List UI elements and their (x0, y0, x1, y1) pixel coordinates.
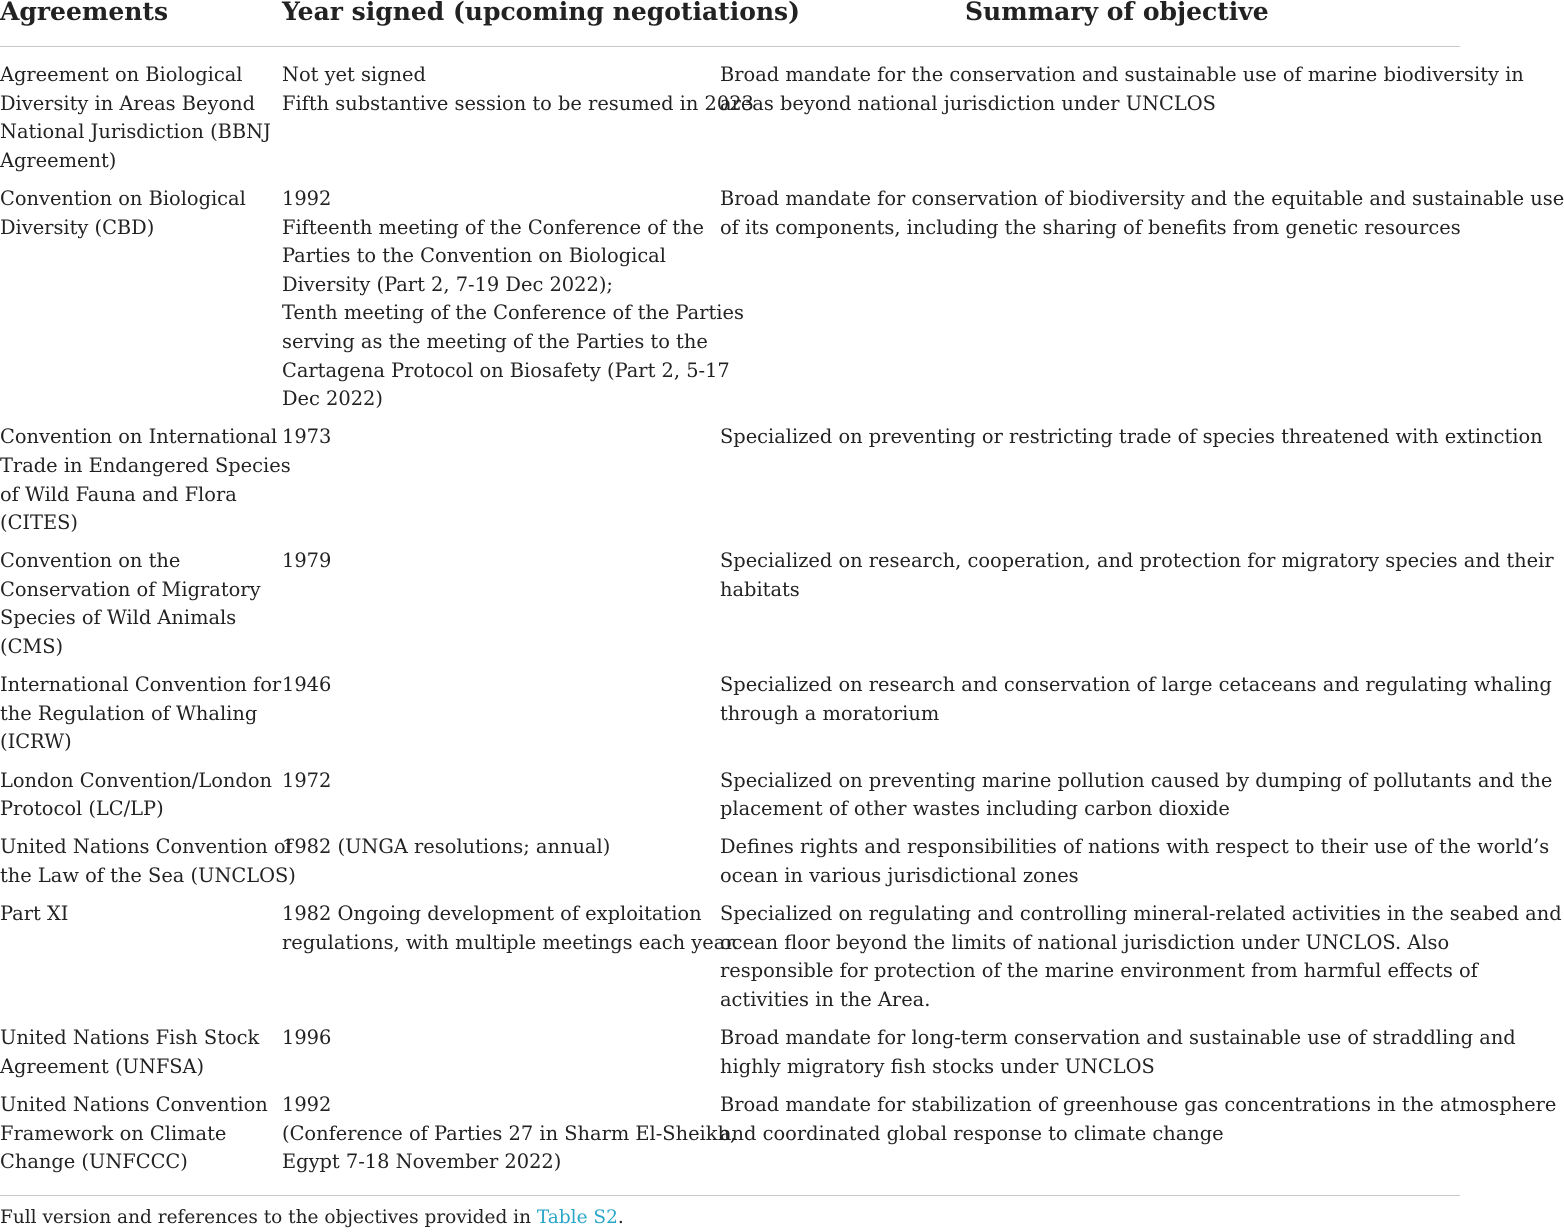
summary-cell-line: through a moratorium (720, 701, 940, 725)
agreement-cell-line: United Nations Fish Stock (0, 1026, 260, 1050)
summary-cell (720, 61, 1524, 118)
year-cell-line: 1982 (UNGA resolutions; annual) (282, 835, 611, 859)
agreement-cell-line: Convention on International (0, 425, 278, 449)
year-cell (282, 833, 720, 862)
year-cell-line: Fifteenth meeting of the Conference of the (282, 215, 704, 239)
summary-cell-line: habitats (720, 577, 800, 601)
table-row (0, 833, 1550, 890)
header-agreements: Agreements (0, 0, 169, 26)
year-cell (282, 767, 720, 796)
year-cell-line: Cartagena Protocol on Biosafety (Part 2, 5-17 (282, 358, 730, 382)
agreement-cell-line: Convention on Biological (0, 186, 246, 210)
year-cell-line: 1996 (282, 1026, 332, 1050)
agreement-cell-line: of Wild Fauna and Flora (0, 482, 237, 506)
summary-cell (720, 900, 1562, 1014)
summary-cell-line: of its components, including the sharing of benefits from genetic resources (720, 215, 1461, 239)
agreement-cell-line: Part XI (0, 902, 69, 926)
year-cell-line: 1992 (282, 186, 332, 210)
year-cell-line: 1982 Ongoing development of exploitation (282, 902, 702, 926)
table-row (0, 423, 1543, 537)
footer-divider (0, 1195, 1460, 1196)
agreement-cell-line: Change (UNFCCC) (0, 1150, 188, 1174)
table-row (0, 1091, 1557, 1177)
summary-cell-line: ocean floor beyond the limits of national jurisdiction under UNCLOS. Also (720, 930, 1450, 954)
summary-cell-line: Broad mandate for long-term conservation and sustainable use of straddling and (720, 1026, 1516, 1050)
year-cell-line: Diversity (Part 2, 7-19 Dec 2022); (282, 272, 613, 296)
summary-cell (720, 1091, 1556, 1148)
year-cell-line: serving as the meeting of the Parties to the (282, 329, 708, 353)
year-cell-line: Parties to the Convention on Biological (282, 244, 666, 268)
year-cell-line: 1973 (282, 425, 332, 449)
summary-cell (720, 671, 1552, 728)
table-row (0, 671, 1552, 757)
year-cell-line: 1979 (282, 549, 332, 573)
summary-cell-line: Broad mandate for conservation of biodiversity and the equitable and sustainable use (720, 186, 1564, 210)
agreement-cell-line: (CMS) (0, 635, 64, 659)
agreement-cell-line: Diversity in Areas Beyond (0, 91, 256, 115)
year-cell (282, 547, 720, 576)
agreement-cell-line: National Jurisdiction (BBNJ (0, 120, 271, 144)
year-cell-line: 1992 (282, 1092, 332, 1116)
year-cell (282, 423, 720, 452)
agreement-cell (0, 423, 291, 537)
summary-cell (720, 547, 1554, 604)
summary-cell (720, 767, 1552, 824)
summary-cell (720, 1024, 1516, 1081)
summary-cell-line: Specialized on preventing marine pollution caused by dumping of pollutants and the (720, 768, 1553, 792)
table-row (0, 61, 1524, 175)
summary-cell (720, 185, 1564, 242)
agreement-cell-line: International Convention for (0, 673, 282, 697)
agreement-cell-line: the Law of the Sea (UNCLOS) (0, 864, 296, 887)
footnote-suffix: . (617, 1207, 624, 1228)
summary-cell-line: areas beyond national jurisdiction under UNCLOS (720, 91, 1216, 115)
header-summary: Summary of objective (965, 0, 1269, 26)
year-cell-line: 1972 (282, 768, 332, 792)
agreement-cell-line: Agreement) (0, 148, 117, 172)
summary-cell-line: Broad mandate for the conservation and sustainable use of marine biodiversity in (720, 63, 1524, 86)
agreement-cell-line: Diversity (CBD) (0, 215, 155, 239)
header-year-signed: Year signed (upcoming negotiations) (282, 0, 800, 26)
year-cell (282, 1024, 720, 1053)
year-cell (282, 61, 754, 118)
table-body (0, 61, 1564, 1186)
agreement-cell-line: Framework on Climate (0, 1121, 227, 1145)
summary-cell-line: Specialized on regulating and controlling mineral-related activities in the seabed and (720, 902, 1562, 926)
agreement-cell-line: Convention on the (0, 549, 181, 573)
summary-cell (720, 423, 1543, 452)
agreement-cell-line: Conservation of Migratory (0, 577, 261, 601)
summary-cell-line: Specialized on research and conservation of large cetaceans and regulating whaling (720, 673, 1552, 697)
agreement-cell (0, 185, 282, 242)
year-cell-line: regulations, with multiple meetings each year. (282, 930, 739, 954)
year-cell (282, 671, 720, 700)
summary-cell (720, 833, 1549, 890)
agreement-cell-line: Agreement on Biological (0, 63, 243, 86)
agreement-cell-line: Protocol (LC/LP) (0, 797, 164, 821)
year-cell (282, 900, 739, 957)
agreement-cell-line: Agreement (UNFSA) (0, 1054, 205, 1078)
table-row (0, 900, 1562, 1014)
table-header (0, 0, 1460, 47)
agreement-cell (0, 1024, 282, 1081)
summary-cell-line: ocean in various jurisdictional zones (720, 864, 1079, 887)
agreement-cell-line: London Convention/London (0, 768, 272, 792)
agreement-cell-line: United Nations Convention (0, 1092, 268, 1116)
summary-cell-line: responsible for protection of the marine environment from harmful effects of (720, 959, 1478, 983)
agreement-cell-line: Species of Wild Animals (0, 606, 237, 630)
summary-cell-line: Specialized on preventing or restricting trade of species threatened with extinction (720, 425, 1543, 449)
summary-cell-line: highly migratory fish stocks under UNCLOS (720, 1054, 1155, 1078)
agreement-cell (0, 671, 282, 757)
agreement-cell (0, 1091, 282, 1177)
table-row (0, 767, 1553, 824)
year-cell (282, 185, 744, 414)
agreement-cell-line: (CITES) (0, 511, 78, 535)
table-row (0, 547, 1554, 661)
agreement-cell (0, 900, 282, 929)
table-row (0, 185, 1564, 414)
table-row (0, 1024, 1516, 1081)
summary-cell-line: activities in the Area. (720, 987, 931, 1011)
agreement-cell (0, 547, 282, 661)
year-cell-line: (Conference of Parties 27 in Sharm El-Sheikh, (282, 1121, 737, 1145)
agreement-cell-line: (ICRW) (0, 730, 72, 754)
agreement-cell-line: Trade in Endangered Species (0, 453, 291, 477)
agreement-cell (0, 61, 282, 175)
year-cell (282, 1091, 737, 1177)
year-cell-line: Not yet signed (282, 63, 426, 86)
summary-cell-line: Defines rights and responsibilities of nations with respect to their use of the world’s (720, 835, 1550, 859)
table-s2-link[interactable]: Table S2 (536, 1207, 618, 1228)
year-cell-line: Fifth substantive session to be resumed in 2023 (282, 91, 754, 115)
summary-cell-line: and coordinated global response to climate change (720, 1121, 1224, 1145)
table-footnote (0, 1204, 624, 1232)
agreement-cell (0, 833, 296, 890)
summary-cell-line: Broad mandate for stabilization of greenhouse gas concentrations in the atmosphere (720, 1092, 1557, 1116)
year-cell-line: 1946 (282, 673, 332, 697)
agreement-cell (0, 767, 282, 824)
summary-cell-line: Specialized on research, cooperation, and protection for migratory species and their (720, 549, 1554, 573)
agreement-cell-line: United Nations Convention of (0, 835, 293, 859)
footnote-text: Full version and references to the objectives provided in (0, 1207, 537, 1228)
year-cell-line: Tenth meeting of the Conference of the Parties (282, 301, 744, 325)
agreement-cell-line: the Regulation of Whaling (0, 701, 258, 725)
year-cell-line: Dec 2022) (282, 387, 383, 411)
summary-cell-line: placement of other wastes including carbon dioxide (720, 797, 1230, 821)
year-cell-line: Egypt 7-18 November 2022) (282, 1150, 562, 1174)
